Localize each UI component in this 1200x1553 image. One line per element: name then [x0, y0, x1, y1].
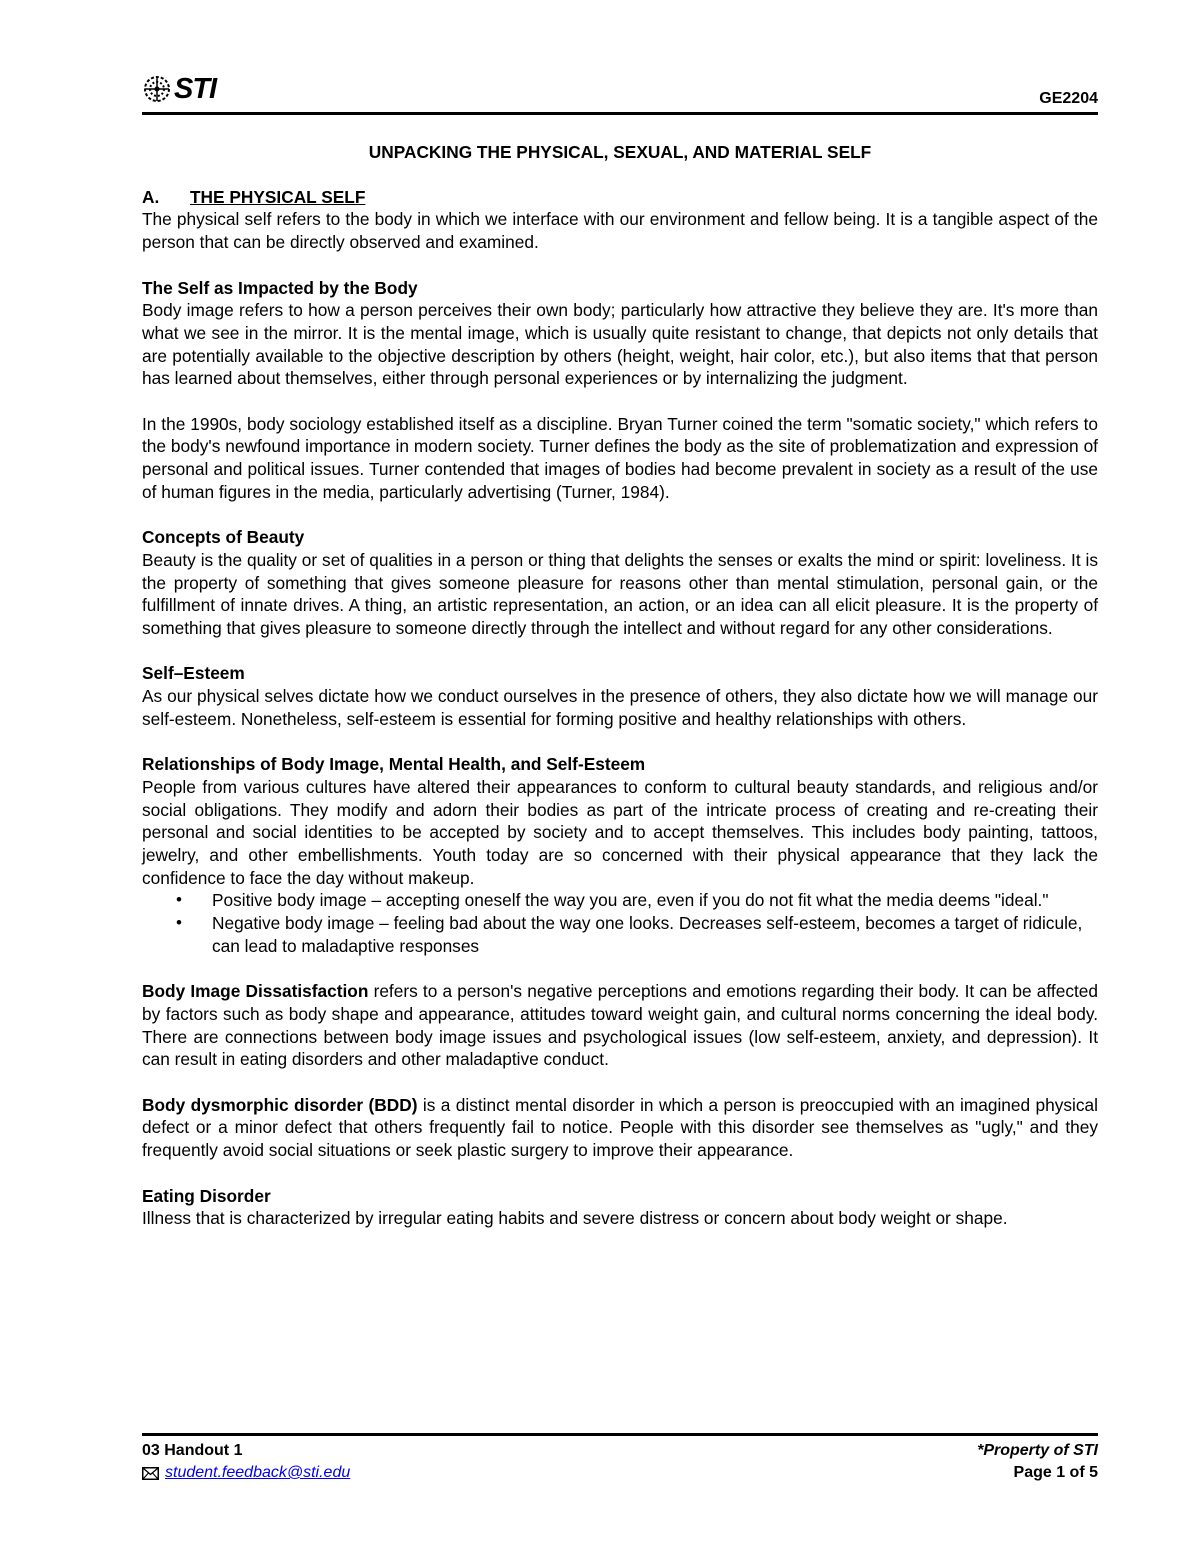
list-item [142, 912, 1098, 957]
course-code: GE2204 [1039, 90, 1098, 107]
dissatisfaction-term: Body Image Dissatisfaction [142, 981, 369, 1002]
section-title: THE PHYSICAL SELF [190, 186, 366, 207]
bdd-term: Body dysmorphic disorder (BDD) [142, 1094, 418, 1115]
section-intro: The physical self refers to the body in which we interface with our environment and fellow being. It is a tangible aspect of the person that can be directly observed and examined. [142, 209, 1098, 253]
envelope-icon [142, 1467, 159, 1480]
section-letter: A. [142, 186, 160, 207]
handout-label: 03 Handout 1 [142, 1442, 243, 1459]
document-title: UNPACKING THE PHYSICAL, SEXUAL, AND MATERIAL SELF [368, 142, 872, 162]
footer-divider [142, 1433, 1098, 1436]
document-body [142, 141, 1098, 1230]
eating-disorder-paragraph: Illness that is characterized by irregular eating habits and severe distress or concern about body weight or shape. [142, 1208, 1008, 1229]
relationships-heading: Relationships of Body Image, Mental Health, and Self-Esteem [142, 754, 646, 775]
self-esteem-heading: Self–Esteem [142, 663, 245, 684]
relationships-paragraph: People from various cultures have altered their appearances to conform to cultural beauty standards, and religious and/or social obligations. They modify and adorn their bodies as part of the intricate process of creating and re-creating their personal and social identities to be accepted by society and to accept themselves. This includes body painting, tattoos, jewelry, and other embellishments. Youth today are so concerned with their physical appearance that they lack the confidence to face the day without makeup. [142, 776, 1098, 888]
dissatisfaction-paragraph [142, 980, 1098, 1071]
eating-disorder-heading: Eating Disorder [142, 1185, 271, 1206]
logo-text: STI [174, 73, 217, 105]
bdd-text: is a distinct mental disorder in which a person is preoccupied with an imagined physical defect or a minor defect that others frequently fail to notice. People with this disorder see themselves as "ugly," and they frequently avoid social situations or seek plastic surgery to improve their appearance. [142, 1094, 1098, 1161]
feedback-contact [142, 1464, 350, 1482]
list-item-text: Positive body image – accepting oneself the way you are, even if you do not fit what the media deems "ideal." [212, 890, 1049, 911]
body-image-list [142, 889, 1098, 957]
bullet-icon: • [176, 890, 182, 910]
property-label: *Property of STI [977, 1442, 1098, 1459]
self-impacted-heading: The Self as Impacted by the Body [142, 277, 418, 298]
feedback-email-link[interactable]: student.feedback@sti.edu [165, 1464, 351, 1481]
sti-globe-icon [142, 74, 172, 104]
bdd-paragraph [142, 1094, 1098, 1162]
section-heading [142, 186, 1098, 209]
beauty-heading: Concepts of Beauty [142, 527, 305, 548]
beauty-paragraph: Beauty is the quality or set of qualities in a person or thing that delights the senses or exalts the mind or spirit: loveliness. It is the property of something that gives someone pleasure for reasons other than mental stimulation, personal gain, or the fulfillment of innate drives. A thing, an artistic representation, an action, or an idea can all elicit pleasure. It is the property of something that gives pleasure to someone directly through the intellect and without regard for any other considerations. [142, 549, 1098, 639]
list-item-text: Negative body image – feeling bad about the way one looks. Decreases self-esteem, becomes a target of ridicule, can lead to maladaptive responses [212, 913, 1083, 956]
dissatisfaction-text: refers to a person's negative perceptions and emotions regarding their body. It can be affected by factors such as body shape and appearance, attitudes toward weight gain, and cultural norms concerning the ideal body. There are connections between body image issues and psychological issues (low self-esteem, anxiety, and depression). It can result in eating disorders and other maladaptive conduct. [142, 981, 1098, 1070]
self-esteem-paragraph: As our physical selves dictate how we conduct ourselves in the presence of others, they also dictate how we will manage our self-esteem. Nonetheless, self-esteem is essential for forming positive and healthy relationships with others. [142, 686, 1098, 729]
bullet-icon: • [176, 913, 182, 933]
page-number: Page 1 of 5 [1013, 1464, 1098, 1481]
self-impacted-paragraph-2: In the 1990s, body sociology established itself as a discipline. Bryan Turner coined the term "somatic society," which refers to the body's newfound importance in modern society. Turner defines the body as the site of problematization and expression of personal and political issues. Turner contended that images of bodies had become prevalent in society as a result of the use of human figures in the media, particularly advertising (Turner, 1984). [142, 413, 1098, 502]
self-impacted-paragraph-1: Body image refers to how a person perceives their own body; particularly how attractive they believe they are. It's more than what we see in the mirror. It is the mental image, which is usually quite resistant to change, that depicts not only details that are potentially available to the objective description by others (height, weight, hair color, etc.), but also items that that person has learned about themselves, either through personal experiences or by internalizing the judgment. [142, 300, 1098, 389]
header-divider [142, 112, 1098, 115]
sti-logo [142, 72, 216, 106]
list-item [142, 889, 1098, 912]
